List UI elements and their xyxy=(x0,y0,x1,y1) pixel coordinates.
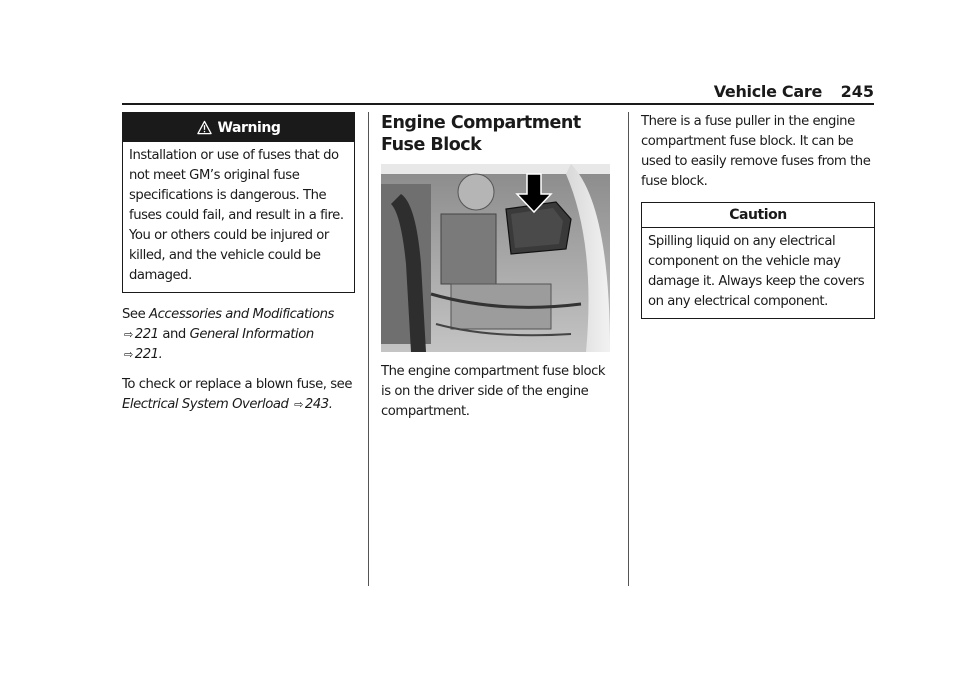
link-general-information[interactable]: General Information xyxy=(189,327,314,342)
check-paragraph: To check or replace a blown fuse, see Electrical System Overload ⇨ 243. xyxy=(122,377,353,412)
column-middle xyxy=(381,112,610,432)
section-heading: Engine Compartment Fuse Block xyxy=(381,113,581,155)
page-ref[interactable]: 221. xyxy=(134,347,163,362)
engine-compartment-photo xyxy=(381,164,610,352)
warning-box xyxy=(122,112,355,293)
page-number: 245 xyxy=(840,82,874,101)
fuse-block-caption: The engine compartment fuse block is on the driver side of the engine compartment. xyxy=(381,364,606,419)
page-ref-arrow-icon: ⇨ xyxy=(124,348,133,361)
caution-box xyxy=(641,202,875,319)
column-divider xyxy=(628,112,629,586)
caution-body: Spilling liquid on any electrical component on the vehicle may damage it. Always keep the covers on any electrical component. xyxy=(648,234,865,309)
page-ref[interactable]: 221 xyxy=(134,327,159,342)
page-ref[interactable]: 243. xyxy=(304,397,333,412)
page-header xyxy=(122,82,874,102)
column-right xyxy=(641,112,875,319)
warning-header xyxy=(123,113,354,142)
column-left xyxy=(122,112,355,425)
see-paragraph: See Accessories and Modifications ⇨ 221 and General Information ⇨ 221. xyxy=(122,307,334,362)
warning-body: Installation or use of fuses that do not meet GM’s original fuse specifications is dangerous. The fuses could fail, and result in a fire. You or others could be injured or killed, and the vehicle could be damaged. xyxy=(129,148,344,283)
column-divider xyxy=(368,112,369,586)
page-ref-arrow-icon: ⇨ xyxy=(294,398,303,411)
warning-title: Warning xyxy=(217,119,281,136)
caution-header: Caution xyxy=(642,203,874,228)
link-electrical-overload[interactable]: Electrical System Overload xyxy=(122,397,289,412)
link-accessories[interactable]: Accessories and Modifications xyxy=(149,307,334,322)
section-title: Vehicle Care xyxy=(713,82,822,101)
page-ref-arrow-icon: ⇨ xyxy=(124,328,133,341)
warning-triangle-icon xyxy=(197,120,212,135)
fuse-puller-paragraph: There is a fuse puller in the engine compartment fuse block. It can be used to easily remove fuses from the fuse block. xyxy=(641,114,871,189)
header-rule xyxy=(122,103,874,105)
